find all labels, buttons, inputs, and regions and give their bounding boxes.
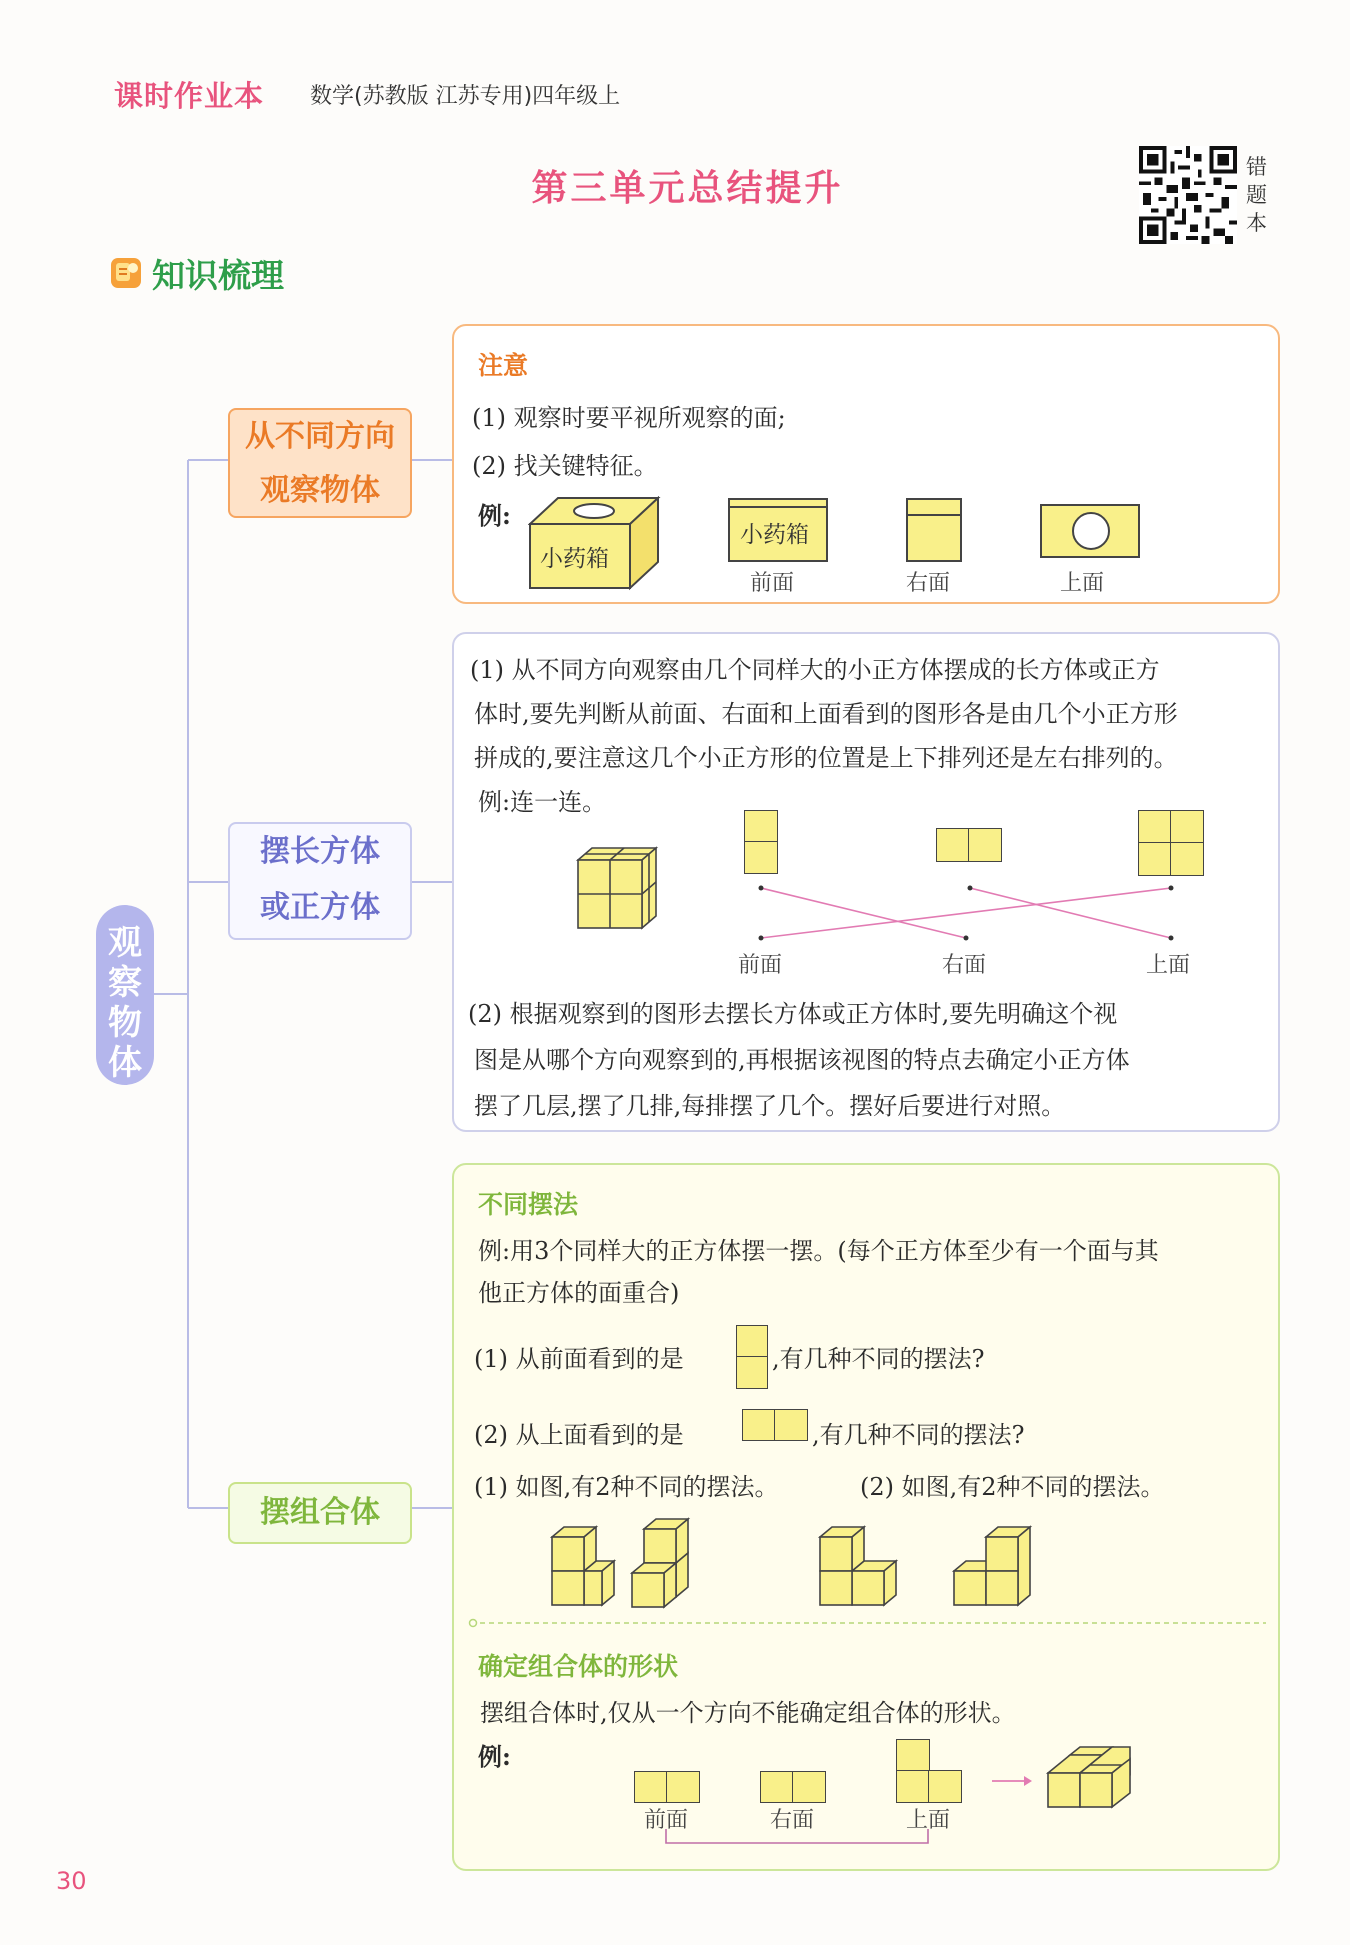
panel-build-cuboid (452, 632, 1280, 1132)
panel-title-determine-shape: 确定组合体的形状 (478, 1652, 679, 1681)
composite-result-3d (1046, 1745, 1132, 1809)
view-label-top: 上面 (1060, 571, 1105, 596)
right-cell-left (760, 1771, 794, 1803)
para1-line-3: 拼成的,要注意这几个小正方形的位置是上下排列还是左右排列的。 (474, 744, 1178, 772)
topic-line: 摆长方体 (260, 834, 380, 869)
views-bracket (454, 1825, 974, 1851)
panel-title-different-ways: 不同摆法 (478, 1190, 579, 1219)
panel-attention (452, 324, 1280, 604)
question-1-before: (1) 从前面看到的是 (474, 1345, 684, 1373)
root-char: 察 (108, 963, 142, 1003)
top-cell-upper (896, 1739, 930, 1772)
root-char: 体 (108, 1043, 142, 1083)
topic-build-composite (228, 1482, 412, 1544)
q2-view-cell-right (774, 1409, 808, 1441)
header-subtitle: 数学(苏教版 江苏专用)四年级上 (310, 84, 621, 109)
topic-line: 或正方体 (260, 890, 380, 925)
top-cell-lower-right (928, 1770, 962, 1803)
front-cell-right (666, 1771, 700, 1803)
arrangement-3 (818, 1525, 904, 1609)
example-connect: 例:连一连。 (478, 788, 607, 816)
q2-view-cell-left (742, 1409, 776, 1441)
arrangement-4 (952, 1525, 1038, 1609)
top-view-circle (1072, 512, 1110, 550)
q1-view-cell-top (736, 1325, 768, 1358)
view-label-front: 前面 (750, 571, 795, 596)
page-number: 30 (56, 1867, 87, 1895)
para2-line-2: 图是从哪个方向观察到的,再根据该视图的特点去确定小正方体 (474, 1046, 1130, 1074)
answer-1: (1) 如图,有2种不同的摆法。 (474, 1473, 779, 1501)
matching-lines (454, 634, 1282, 954)
panel-title: 注意 (478, 351, 529, 380)
front-view-lid (728, 498, 828, 508)
para2-line-1: (2) 根据观察到的图形去摆长方体或正方体时,要先明确这个视 (468, 1000, 1118, 1028)
topic-build-cuboid-or-cube (228, 822, 412, 940)
attention-line-1: (1) 观察时要平视所观察的面; (472, 404, 786, 432)
dashed-divider (468, 1617, 1268, 1629)
q1-view-cell-bottom (736, 1356, 768, 1389)
question-2-after: ,有几种不同的摆法? (812, 1421, 1025, 1449)
right-cell-right (792, 1771, 826, 1803)
root-char: 观 (108, 923, 142, 963)
arrangement-1 (550, 1525, 620, 1609)
unit-title: 第三单元总结提升 (531, 168, 844, 209)
topic-line: 摆组合体 (260, 1495, 380, 1530)
composite-label-right: 右面 (770, 1808, 815, 1833)
qr-label: 错题本 (1246, 155, 1267, 235)
front-view-text: 小药箱 (740, 522, 809, 548)
top-cell-lower-left (896, 1770, 930, 1803)
example-label: 例: (478, 1742, 511, 1771)
front-cell-left (634, 1771, 668, 1803)
root-char: 物 (108, 1003, 142, 1043)
composite-label-top: 上面 (906, 1808, 951, 1833)
example-line-1: 例:用3个同样大的正方体摆一摆。(每个正方体至少有一个面与其 (478, 1237, 1159, 1265)
topic-line: 从不同方向 (245, 419, 395, 454)
para1-line-1: (1) 从不同方向观察由几个同样大的小正方体摆成的长方体或正方 (470, 656, 1160, 684)
panel-composite (452, 1163, 1280, 1871)
right-view-lid (906, 498, 962, 516)
para1-line-2: 体时,要先判断从前面、右面和上面看到的图形各是由几个小正方形 (474, 700, 1178, 728)
attention-line-2: (2) 找关键特征。 (472, 452, 658, 480)
match-label-right: 右面 (942, 953, 987, 978)
example-line-2: 他正方体的面重合) (478, 1279, 680, 1307)
topic-line: 观察物体 (260, 473, 380, 508)
match-label-front: 前面 (738, 953, 783, 978)
answer-2: (2) 如图,有2种不同的摆法。 (860, 1473, 1165, 1501)
composite-label-front: 前面 (644, 1808, 689, 1833)
topic-observe-from-directions (228, 408, 412, 518)
match-label-top: 上面 (1146, 953, 1191, 978)
arrow-right-icon (990, 1773, 1032, 1789)
question-2-before: (2) 从上面看到的是 (474, 1421, 684, 1449)
header-brand: 课时作业本 (114, 79, 265, 113)
arrangement-2 (630, 1515, 692, 1609)
section-title: 知识梳理 (152, 256, 284, 295)
mindmap-root (96, 905, 154, 1085)
view-label-right: 右面 (906, 571, 951, 596)
para2-line-3: 摆了几层,摆了几排,每排摆了几个。摆好后要进行对照。 (474, 1092, 1066, 1120)
composite-description: 摆组合体时,仅从一个方向不能确定组合体的形状。 (480, 1699, 1016, 1727)
example-label: 例: (478, 501, 511, 530)
question-1-after: ,有几种不同的摆法? (772, 1345, 985, 1373)
medicine-box-label: 小药箱 (540, 546, 609, 572)
